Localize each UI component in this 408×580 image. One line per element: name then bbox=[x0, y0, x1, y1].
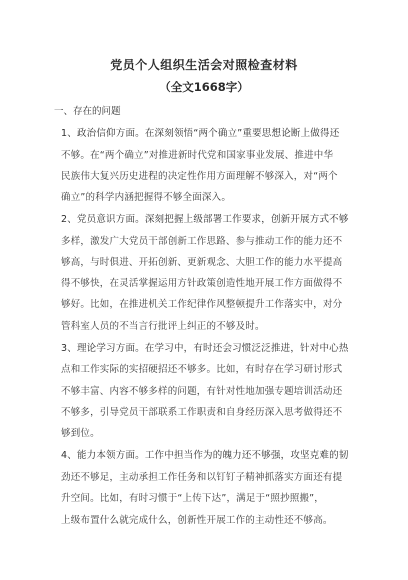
paragraph-1-line-1: 1、政治信仰方面。在深刻领悟“两个确立”重要思想论断上做得还 bbox=[61, 128, 340, 139]
paragraph-2-line-2: 多样，激发广大党员干部创新工作思路、参与推动工作的能力还不 bbox=[61, 236, 343, 247]
paragraph-2-line-5: 够好。比如，在推进机关工作纪律作风整顿提升工作落实中，对分 bbox=[61, 299, 343, 310]
document-subtitle: （全文1668字） bbox=[159, 80, 249, 94]
section-heading: 一、存在的问题 bbox=[54, 106, 121, 117]
paragraph-3-line-4: 不够多，引导党员干部联系工作职责和自身经历深入思考做得还不 bbox=[61, 407, 343, 418]
paragraph-2-line-6: 管科室人员的不当言行批评上纠正的不够及时。 bbox=[61, 321, 265, 332]
paragraph-1-line-2: 不够。在“两个确立”对推进新时代党和国家事业发展、推进中华 bbox=[61, 150, 334, 161]
paragraph-1-line-3: 民族伟大复兴历史进程的决定性作用方面理解不够深入，对“两个 bbox=[61, 171, 338, 182]
paragraph-3-line-1: 3、理论学习方面。在学习中，有时还会习惯泛泛推进，针对中心热 bbox=[61, 343, 349, 354]
paragraph-3-line-3: 不够丰富、内容不够多样的问题，有针对性地加强专题培训活动还 bbox=[61, 386, 343, 397]
paragraph-1-line-4: 确立”的科学内涵把握得不够全面深入。 bbox=[61, 192, 232, 203]
paragraph-4-line-2: 劲还不够足，主动承担工作任务和以钉钉子精神抓落实方面还有提 bbox=[61, 472, 343, 483]
paragraph-3-line-2: 点和工作实际的实招硬招还不够多。比如，有时存在学习研讨形式 bbox=[61, 364, 343, 375]
paragraph-3-line-5: 够到位。 bbox=[61, 428, 100, 439]
document-title: 党员个人组织生活会对照检查材料 bbox=[110, 58, 298, 72]
paragraph-2-line-3: 够高，与时俱进、开拓创新、更新观念、大胆工作的能力水平提高 bbox=[61, 257, 343, 268]
paragraph-2-line-1: 2、党员意识方面。深刻把握上级部署工作要求，创新开展方式不够 bbox=[61, 214, 349, 225]
paragraph-4-line-1: 4、能力本领方面。工作中担当作为的魄力还不够强，攻坚克难的韧 bbox=[61, 450, 349, 461]
paragraph-2-line-4: 得不够快，在灵活掌握运用方针政策创造性地开展工作方面做得不 bbox=[61, 278, 343, 289]
paragraph-4-line-3: 升空间。比如，有时习惯于“上传下达”，满足于“照抄照搬”， bbox=[61, 493, 324, 504]
paragraph-4-line-4: 上级布置什么就完成什么，创新性开展工作的主动性还不够高。 bbox=[61, 515, 333, 526]
